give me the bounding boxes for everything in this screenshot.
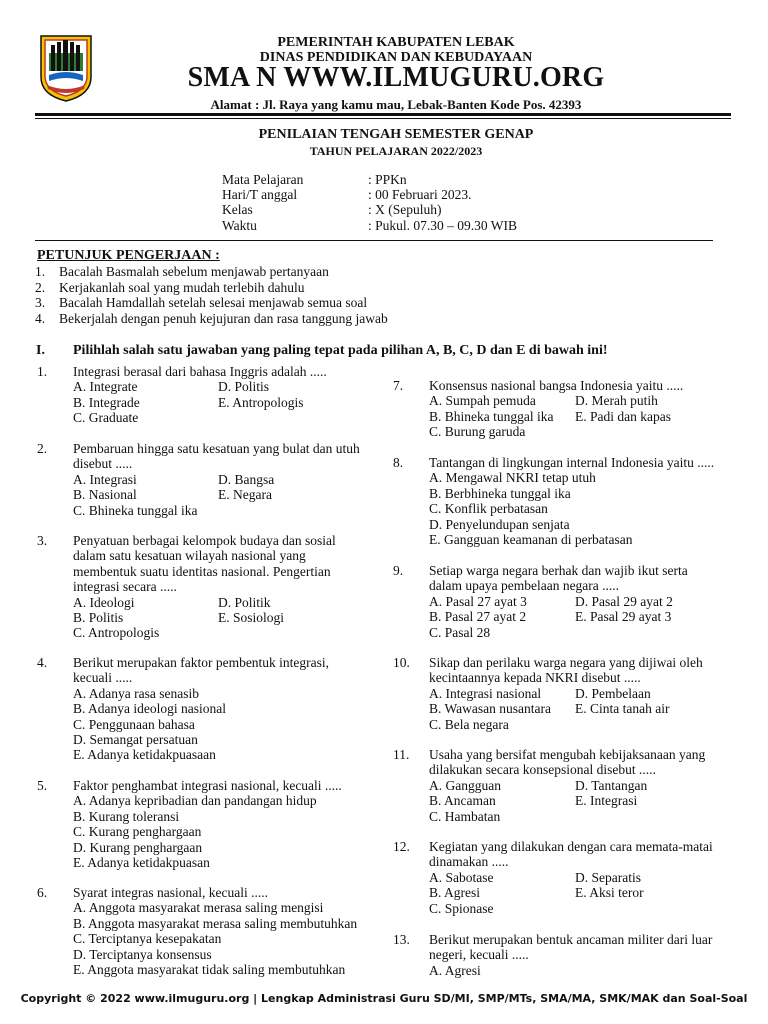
answer-option: A. Pasal 27 ayat 3: [429, 593, 527, 609]
info-divider: [35, 240, 713, 241]
question-number: 5.: [37, 778, 48, 793]
answer-option: B. Kurang toleransi: [73, 808, 180, 824]
info-label: Waktu: [222, 218, 257, 233]
answer-option: D. Politik: [218, 594, 271, 610]
question-number: 13.: [393, 932, 410, 947]
answer-option: C. Spionase: [429, 900, 494, 916]
answer-option: D. Bangsa: [218, 471, 275, 487]
question-number: 7.: [393, 378, 404, 393]
answer-option: C. Bela negara: [429, 716, 509, 732]
question-text: Pembaruan hingga satu kesatuan yang bulat dan utuh: [73, 441, 360, 456]
answer-option: E. Cinta tanah air: [575, 701, 670, 717]
question-text: Konsensus nasional bangsa Indonesia yaitu .....: [429, 378, 684, 393]
header-school-name: SMA N WWW.ILMUGURU.ORG: [187, 62, 605, 93]
question-number: 10.: [393, 655, 410, 670]
info-value: : Pukul. 07.30 – 09.30 WIB: [368, 218, 518, 233]
answer-option: D. Tantangan: [575, 777, 648, 793]
answer-option: A. Integrasi nasional: [429, 685, 542, 701]
instructions-title: PETUNJUK PENGERJAAN :: [37, 248, 220, 263]
answer-option: B. Integrade: [73, 394, 140, 410]
answer-option: E. Aksi teror: [575, 885, 644, 901]
question-text: Usaha yang bersifat mengubah kebijaksanaan yang: [429, 747, 706, 762]
answer-option: D. Kurang penghargaan: [73, 839, 203, 855]
instruction-text: Kerjakanlah soal yang mudah terlebih dahulu: [59, 280, 305, 295]
answer-option: C. Konflik perbatasan: [429, 501, 548, 517]
answer-option: B. Agresi: [429, 885, 481, 901]
question-text: integrasi secara .....: [73, 579, 177, 595]
footer-copyright: Copyright © 2022 www.ilmuguru.org | Lengkap Administrasi Guru SD/MI, SMP/MTs, SMA/MA, SMK/MAK dan Soal-Soal: [20, 992, 748, 1005]
answer-option: A. Gangguan: [429, 777, 501, 793]
question-text: Penyatuan berbagai kelompok budaya dan sosial: [73, 533, 336, 548]
info-value: : PPKn: [368, 172, 407, 187]
question-number: 6.: [37, 885, 48, 900]
answer-option: D. Separatis: [575, 869, 641, 885]
answer-option: D. Politis: [218, 379, 270, 395]
question-text: dinamakan .....: [429, 854, 509, 870]
question-number: 8.: [393, 455, 404, 470]
answer-option: C. Bhineka tunggal ika: [73, 502, 198, 518]
info-label: Mata Pelajaran: [222, 172, 304, 187]
answer-option: A. Integrate: [73, 379, 138, 395]
instruction-item: [35, 280, 305, 296]
answer-option: E. Negara: [218, 487, 272, 503]
instruction-item: [35, 311, 388, 327]
instruction-item: [35, 264, 329, 280]
question-number: 4.: [37, 655, 48, 670]
question-number: 9.: [393, 563, 404, 578]
answer-option: B. Ancaman: [429, 793, 496, 809]
question-text: Integrasi berasal dari bahasa Inggris adalah .....: [73, 364, 327, 379]
answer-option: A. Sabotase: [429, 869, 494, 885]
info-value: : 00 Februari 2023.: [368, 187, 472, 202]
question-text: dilakukan secara konsepsional disebut .....: [429, 762, 656, 778]
question-text: disebut .....: [73, 456, 133, 472]
header-divider-thin: [35, 118, 731, 119]
answer-option: B. Nasional: [73, 487, 137, 503]
question-number: 2.: [37, 441, 48, 456]
instruction-number: 2.: [35, 280, 46, 295]
answer-option: D. Pembelaan: [575, 685, 651, 701]
answer-option: B. Adanya ideologi nasional: [73, 701, 226, 717]
instruction-number: 4.: [35, 311, 46, 326]
question-text: Setiap warga negara berhak dan wajib ikut serta: [429, 563, 688, 578]
instruction-text: Bekerjalah dengan penuh kejujuran dan rasa tanggung jawab: [59, 311, 388, 326]
answer-option: E. Anggota masyarakat tidak saling membutuhkan: [73, 962, 346, 977]
answer-option: D. Terciptanya konsensus: [73, 946, 212, 962]
answer-option: B. Politis: [73, 610, 124, 625]
answer-option: A. Anggota masyarakat merasa saling mengisi: [73, 900, 324, 916]
answer-option: A. Adanya rasa senasib: [73, 685, 199, 701]
section-number: I.: [36, 343, 45, 358]
header-divider-thick: [35, 113, 731, 116]
question-text: Sikap dan perilaku warga negara yang dijiwai oleh: [429, 655, 703, 670]
answer-option: E. Adanya ketidakpuasan: [73, 855, 210, 870]
question-text: membentuk suatu identitas nasional. Pengertian: [73, 563, 331, 579]
question-number: 11.: [393, 747, 410, 762]
section-instruction: Pilihlah salah satu jawaban yang paling tepat pada pilihan A, B, C, D dan E di bawah ini!: [73, 343, 608, 358]
answer-option: E. Integrasi: [575, 793, 638, 809]
instruction-text: Bacalah Hamdallah setelah selesai menjawab semua soal: [59, 295, 368, 310]
answer-option: B. Anggota masyarakat merasa saling membutuhkan: [73, 915, 358, 931]
answer-option: A. Integrasi: [73, 471, 137, 487]
answer-option: C. Graduate: [73, 410, 139, 426]
header-address: Alamat : Jl. Raya yang kamu mau, Lebak-Banten Kode Pos. 42393: [210, 97, 582, 112]
answer-option: A. Sumpah pemuda: [429, 393, 536, 409]
header-government: PEMERINTAH KABUPATEN LEBAK: [277, 35, 515, 50]
header-department: DINAS PENDIDIKAN DAN KEBUDAYAAN: [259, 50, 533, 65]
instruction-text: Bacalah Basmalah sebelum menjawab pertanyaan: [59, 264, 329, 279]
question-text: Berikut merupakan bentuk ancaman militer dari luar: [429, 932, 713, 947]
exam-year: TAHUN PELAJARAN 2022/2023: [309, 144, 483, 158]
answer-option: A. Ideologi: [73, 594, 135, 610]
answer-option: C. Kurang penghargaan: [73, 824, 202, 840]
answer-option: D. Merah putih: [575, 393, 658, 409]
answer-option: B. Pasal 27 ayat 2: [429, 609, 527, 625]
question-number: 12.: [393, 839, 410, 854]
answer-option: C. Burung garuda: [429, 424, 526, 440]
answer-option: B. Berbhineka tunggal ika: [429, 485, 571, 501]
question-text: negeri, kecuali .....: [429, 947, 529, 963]
instruction-number: 3.: [35, 295, 46, 310]
answer-option: D. Penyelundupan senjata: [429, 516, 570, 532]
answer-option: C. Antropologis: [73, 625, 160, 641]
answer-option: C. Hambatan: [429, 808, 501, 824]
answer-option: E. Pasal 29 ayat 3: [575, 609, 672, 625]
question-text: Syarat integras nasional, kecuali .....: [73, 885, 268, 900]
answer-option: A. Agresi: [429, 962, 481, 978]
answer-option: B. Bhineka tunggal ika: [429, 408, 554, 424]
question-number: 3.: [37, 533, 48, 548]
question-text: kecuali .....: [73, 670, 133, 686]
answer-option: A. Mengawal NKRI tetap utuh: [429, 470, 596, 486]
instruction-item: [35, 295, 367, 311]
exam-title: PENILAIAN TENGAH SEMESTER GENAP: [258, 127, 534, 142]
question-number: 1.: [37, 364, 48, 379]
question-text: Kegiatan yang dilakukan dengan cara memata-matai: [429, 839, 713, 854]
answer-option: E. Adanya ketidakpuasaan: [73, 747, 216, 763]
answer-option: B. Wawasan nusantara: [429, 701, 552, 717]
instruction-number: 1.: [35, 264, 46, 279]
question-text: dalam upaya pembelaan negara .....: [429, 578, 620, 594]
answer-option: E. Gangguan keamanan di perbatasan: [429, 532, 633, 547]
answer-option: C. Pasal 28: [429, 624, 491, 640]
answer-option: E. Sosiologi: [218, 610, 285, 625]
info-value: : X (Sepuluh): [368, 202, 442, 217]
info-label: Hari/T anggal: [222, 187, 298, 202]
answer-option: D. Semangat persatuan: [73, 732, 198, 747]
answer-option: E. Antropologis: [218, 394, 304, 410]
answer-option: D. Pasal 29 ayat 2: [575, 593, 673, 609]
answer-option: C. Penggunaan bahasa: [73, 716, 195, 732]
question-text: dalam satu kesatuan wilayah nasional yang: [73, 548, 306, 564]
info-label: Kelas: [222, 202, 253, 217]
question-text: Faktor penghambat integrasi nasional, kecuali .....: [73, 778, 342, 793]
question-text: kecintaannya kepada NKRI disebut .....: [429, 670, 641, 686]
answer-option: C. Terciptanya kesepakatan: [73, 931, 222, 947]
answer-option: A. Adanya kepribadian dan pandangan hidup: [73, 793, 317, 809]
question-text: Berikut merupakan faktor pembentuk integrasi,: [73, 655, 330, 670]
question-text: Tantangan di lingkungan internal Indonesia yaitu .....: [429, 455, 715, 470]
answer-option: E. Padi dan kapas: [575, 408, 671, 424]
